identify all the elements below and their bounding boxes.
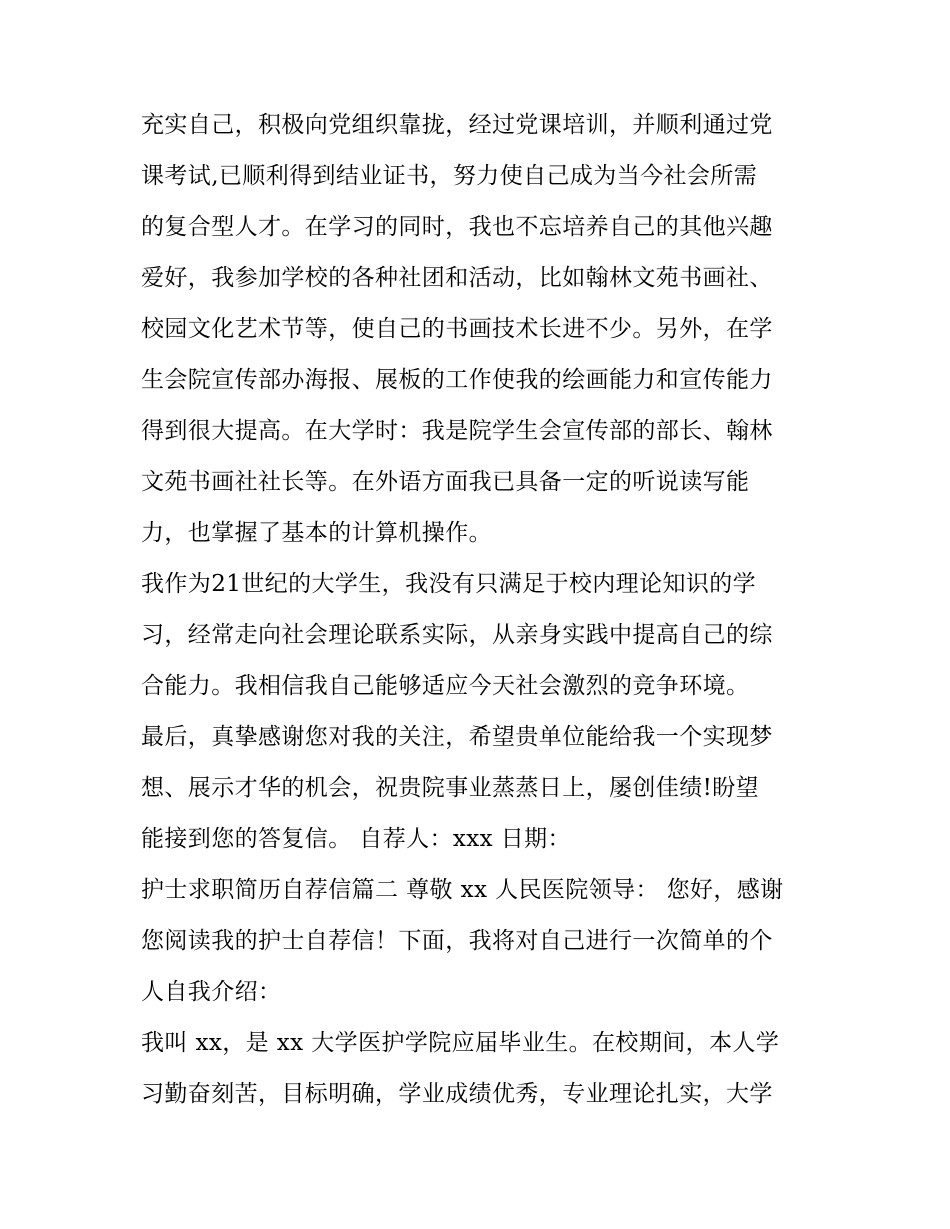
text-line: 习勤奋刻苦，目标明确，学业成绩优秀，专业理论扎实，大学 [141,1081,773,1107]
text-line: 我作为21世纪的大学生，我没有只满足于校内理论知识的学 [141,571,757,597]
text-line: 生会院宣传部办海报、展板的工作使我的绘画能力和宣传能力 [141,367,773,393]
text-line: 充实自己，积极向党组织靠拢，经过党课培训，并顺利通过党 [141,112,773,138]
text-line: 我叫 xx，是 xx 大学医护学院应届毕业生。在校期间，本人学 [141,1030,780,1056]
text-line: 想、展示才华的机会，祝贵院事业蒸蒸日上，屡创佳绩!盼望 [141,775,760,801]
text-line: 校园文化艺术节等，使自己的书画技术长进不少。另外，在学 [141,316,773,342]
text-line: 的复合型人才。在学习的同时，我也不忘培养自己的其他兴趣 [141,214,773,240]
text-line: 合能力。我相信我自己能够适应今天社会激烈的竞争环境。 [141,673,750,699]
text-line: 文苑书画社社长等。在外语方面我已具备一定的听说读写能 [141,469,750,495]
text-line: 能接到您的答复信。 自荐人：xxx 日期： [141,826,571,852]
text-line: 您阅读我的护士自荐信！下面，我将对自己进行一次简单的个 [141,928,773,954]
text-line: 人自我介绍： [141,979,282,1005]
body-text [141,100,821,1120]
text-line: 最后，真挚感谢您对我的关注，希望贵单位能给我一个实现梦 [141,724,773,750]
text-line: 得到很大提高。在大学时：我是院学生会宣传部的部长、翰林 [141,418,773,444]
text-line: 爱好，我参加学校的各种社团和活动，比如翰林文苑书画社、 [141,265,773,291]
text-line: 课考试,已顺利得到结业证书，努力使自己成为当今社会所需 [141,163,758,189]
text-line: 力，也掌握了基本的计算机操作。 [141,520,492,546]
text-line: 习，经常走向社会理论联系实际，从亲身实践中提高自己的综 [141,622,773,648]
text-line: 护士求职简历自荐信篇二 尊敬 xx 人民医院领导： 您好，感谢 [141,877,784,903]
